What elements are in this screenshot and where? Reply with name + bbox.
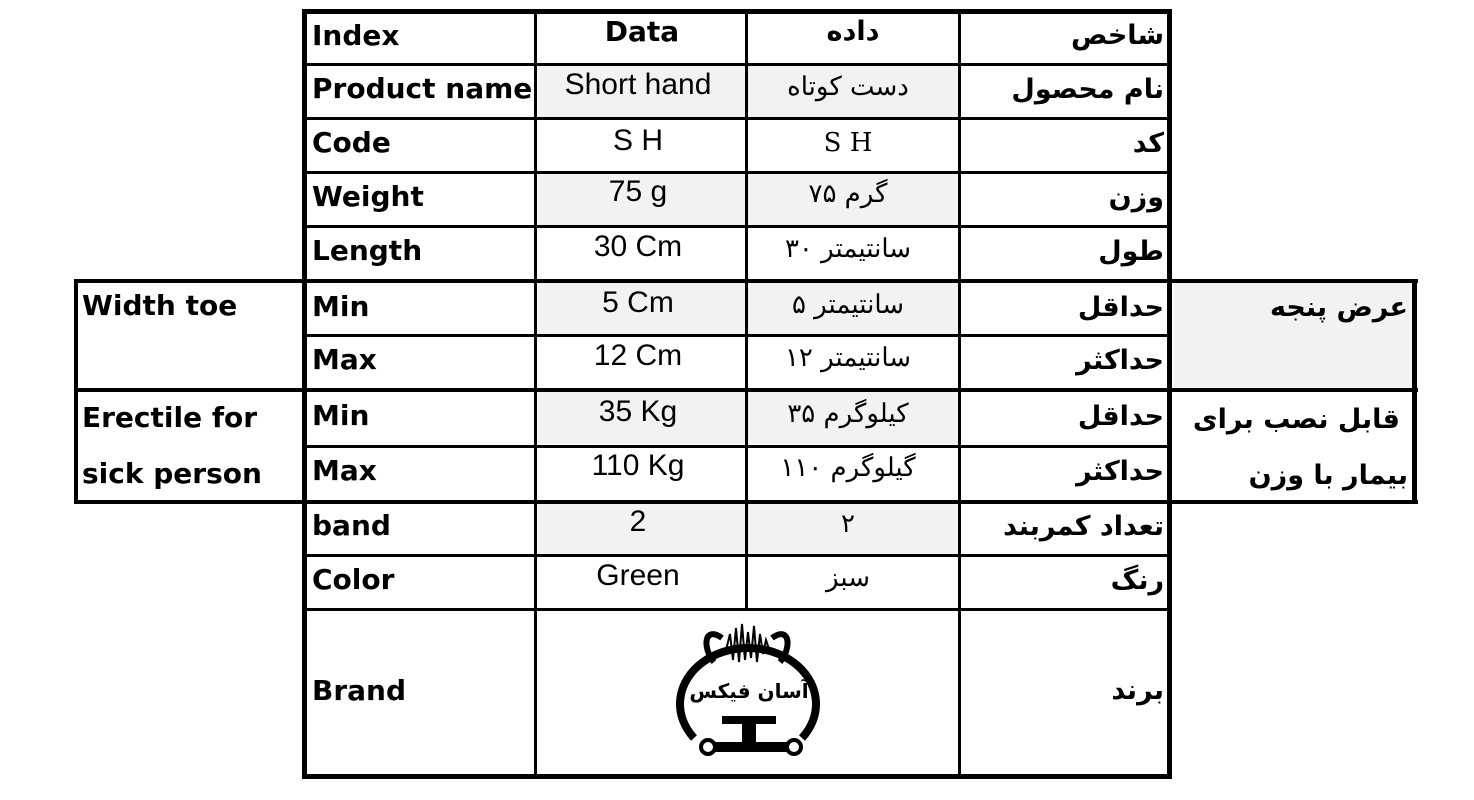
brand-logo (664, 620, 834, 765)
brand-logo-icon (664, 620, 834, 765)
row-value-fa: سانتیمتر ۳۰ (784, 234, 912, 264)
row-value: 12 Cm (593, 339, 683, 372)
row-value-fa: سانتیمتر ۱۲ (784, 343, 912, 373)
row-label-fa: حداکثر (1076, 345, 1164, 376)
row-value: 2 (629, 505, 647, 538)
row-label-fa: طول (1098, 236, 1164, 267)
row-label-en: Length (312, 234, 423, 267)
brand-label-fa: برند (1111, 675, 1164, 706)
erectile-label-line2: sick person (82, 457, 262, 490)
header-data: Data (604, 15, 680, 48)
row-value: 75 g (608, 175, 668, 208)
erectile-label-fa-line1: قابل نصب برای (1192, 404, 1400, 435)
brand-logo-text: آسان فیکس (689, 679, 809, 703)
row-label-fa: حداقل (1077, 401, 1164, 432)
row-value-fa: S H (823, 128, 873, 158)
row-label-fa: کد (1132, 128, 1164, 159)
width-toe-label-fa: عرض پنجه (1270, 292, 1408, 323)
erectile-label-fa-line2: بیمار با وزن (1248, 460, 1408, 491)
row-label-en: Min (312, 399, 370, 432)
row-value-fa: گرم ۷۵ (808, 179, 888, 209)
brand-label: Brand (312, 674, 407, 707)
row-label-en: band (312, 509, 391, 542)
row-label-fa: تعداد کمربند (1003, 511, 1164, 542)
header-index-fa: شاخص (1071, 20, 1164, 51)
header-index: Index (312, 19, 400, 52)
erectile-label-line1: Erectile for (82, 401, 258, 434)
row-label-en: Code (312, 126, 391, 159)
row-value: 5 Cm (602, 286, 674, 319)
row-label-en: Color (312, 563, 395, 596)
row-label-en: Weight (312, 180, 424, 213)
row-label-fa: حداکثر (1076, 456, 1164, 487)
row-value-fa: سانتیمتر ۵ (791, 290, 905, 320)
row-value-fa: ۲ (841, 509, 855, 539)
row-label-fa: حداقل (1077, 292, 1164, 323)
row-value-fa: سبز (826, 563, 870, 593)
row-value: Green (596, 559, 680, 592)
row-label-fa: نام محصول (1011, 74, 1164, 105)
row-value: 35 Kg (598, 395, 678, 428)
row-label-fa: رنگ (1110, 565, 1164, 596)
row-label-fa: وزن (1108, 182, 1164, 213)
row-value-fa: گیلوگرم ۱۱۰ (780, 453, 916, 483)
width-toe-label: Width toe (82, 289, 238, 322)
row-label-en: Product name (312, 72, 533, 105)
row-label-en: Max (312, 454, 377, 487)
row-value: 110 Kg (591, 449, 685, 482)
row-value: S H (612, 124, 663, 157)
row-value: 30 Cm (593, 230, 683, 263)
row-value: Short hand (564, 68, 712, 101)
row-value-fa: کیلوگرم ۳۵ (787, 399, 909, 429)
row-label-en: Min (312, 290, 370, 323)
header-data-fa: داده (826, 16, 880, 47)
row-label-en: Max (312, 343, 377, 376)
row-value-fa: دست کوتاه (787, 72, 909, 102)
